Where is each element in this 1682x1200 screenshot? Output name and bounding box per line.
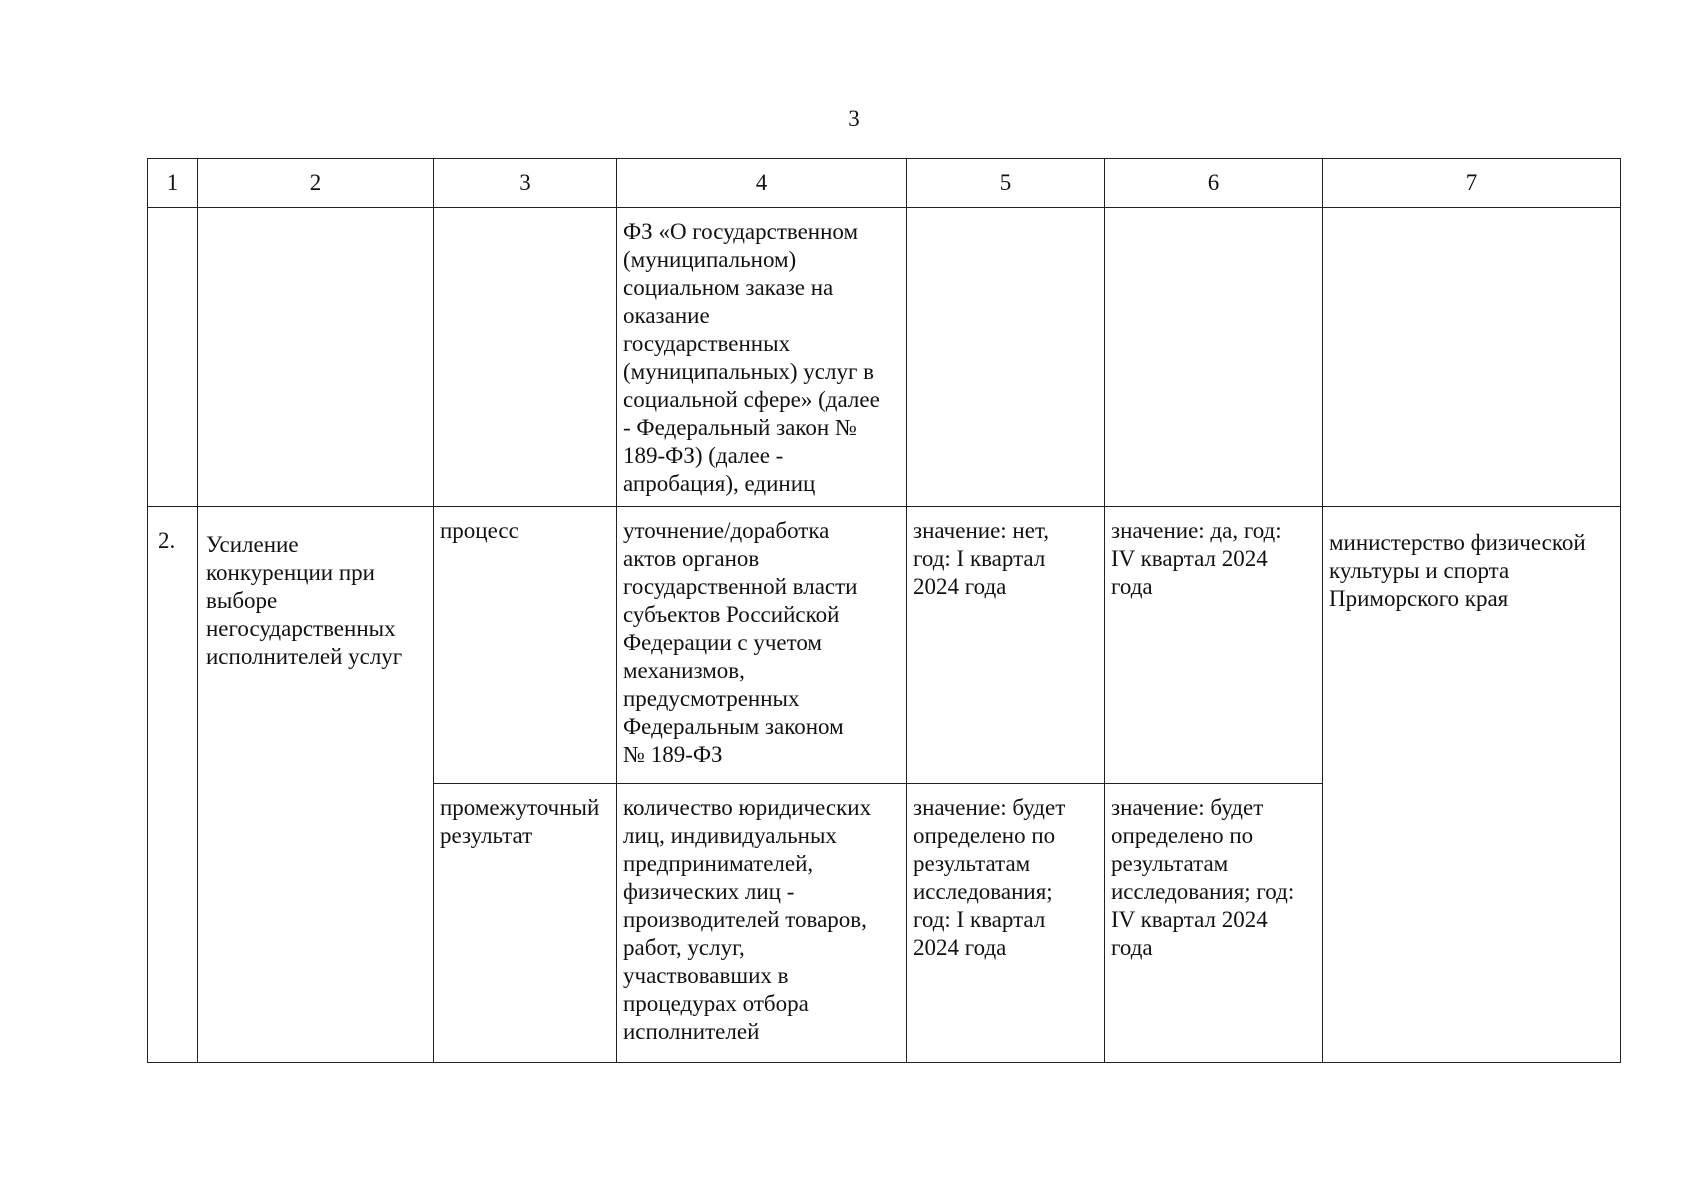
header-cell-6: 6	[1105, 159, 1323, 208]
text-line: Приморского края	[1329, 586, 1509, 611]
target-cell	[1105, 784, 1323, 1063]
header-cell-1: 1	[148, 159, 198, 208]
text-line: (муниципальном)	[623, 247, 797, 272]
text-line: выборе	[206, 588, 278, 613]
text-line: года	[1111, 574, 1153, 599]
text-line: - Федеральный закон №	[623, 415, 857, 440]
text-line: ФЗ «О государственном	[623, 219, 859, 244]
text-line: процесс	[440, 518, 519, 543]
text-line: участвовавших в	[623, 963, 789, 988]
text-line: производителей товаров,	[623, 907, 867, 932]
text-line: исследования; год:	[1111, 879, 1295, 904]
text-line: значение: да, год:	[1111, 518, 1282, 543]
text-line: результатам	[1111, 851, 1229, 876]
responsible-cell	[1323, 507, 1621, 1063]
page-number: 3	[848, 106, 860, 131]
cont-cell-6	[1105, 208, 1323, 507]
header-row	[148, 159, 1621, 208]
indicator-cell	[617, 507, 907, 784]
cont-cell-5	[907, 208, 1105, 507]
text-line: предпринимателей,	[623, 851, 814, 876]
measures-table	[147, 158, 1621, 1063]
text-line: 2024 года	[913, 574, 1007, 599]
text-line: работ, услуг,	[623, 935, 745, 960]
text-line: лиц, индивидуальных	[623, 823, 837, 848]
header-cell-4: 4	[617, 159, 907, 208]
text-line: культуры и спорта	[1329, 558, 1510, 583]
text-line: определено по	[913, 823, 1056, 848]
indicator-type-cell	[434, 507, 617, 784]
text-line: значение: будет	[913, 795, 1066, 820]
row-2-process	[148, 507, 1621, 784]
cont-cell-7	[1323, 208, 1621, 507]
text-line: исполнителей услуг	[206, 644, 403, 669]
text-line: министерство физической	[1329, 530, 1586, 555]
text-line: апробация), единиц	[623, 471, 816, 496]
text-line: социальном заказе на	[623, 275, 834, 300]
text-line: Федерации с учетом	[623, 630, 822, 655]
text-line: механизмов,	[623, 658, 745, 683]
baseline-cell	[907, 784, 1105, 1063]
header-cell-2: 2	[198, 159, 434, 208]
text-line: значение: будет	[1111, 795, 1264, 820]
text-line: исследования;	[913, 879, 1053, 904]
text-line: результат	[440, 823, 533, 848]
text-line: Федеральным законом	[623, 714, 844, 739]
text-line: уточнение/доработка	[623, 518, 830, 543]
text-line: исполнителей	[623, 1019, 760, 1044]
continuation-row	[148, 208, 1621, 507]
target-cell	[1105, 507, 1323, 784]
text-line: предусмотренных	[623, 686, 800, 711]
text-line: года	[1111, 935, 1153, 960]
text-line: государственных	[623, 331, 791, 356]
text-line: определено по	[1111, 823, 1254, 848]
text-line: негосударственных	[206, 616, 396, 641]
text-line: конкуренции при	[206, 560, 375, 585]
text-line: (муниципальных) услуг в	[623, 359, 875, 384]
text-line: результатам	[913, 851, 1031, 876]
text-line: № 189-ФЗ	[623, 742, 723, 767]
text-line: год: I квартал	[913, 907, 1046, 932]
text-line: социальной сфере» (далее	[623, 387, 880, 412]
text-line: промежуточный	[440, 795, 600, 820]
cont-cell-3	[434, 208, 617, 507]
text-line: оказание	[623, 303, 710, 328]
text-line: Усиление	[206, 532, 299, 557]
text-line: значение: нет,	[913, 518, 1050, 543]
cont-indicator-cell	[617, 208, 907, 507]
indicator-type-cell	[434, 784, 617, 1063]
indicator-cell	[617, 784, 907, 1063]
text-line: физических лиц -	[623, 879, 795, 904]
header-cell-5: 5	[907, 159, 1105, 208]
cont-cell-1	[148, 208, 198, 507]
header-cell-3: 3	[434, 159, 617, 208]
text-line: IV квартал 2024	[1111, 907, 1268, 932]
text-line: IV квартал 2024	[1111, 546, 1268, 571]
text-line: год: I квартал	[913, 546, 1046, 571]
row-number: 2.	[148, 507, 198, 1063]
cont-cell-2	[198, 208, 434, 507]
text-line: 2024 года	[913, 935, 1007, 960]
text-line: процедурах отбора	[623, 991, 809, 1016]
baseline-cell	[907, 507, 1105, 784]
text-line: актов органов	[623, 546, 760, 571]
text-line: количество юридических	[623, 795, 872, 820]
text-line: государственной власти	[623, 574, 858, 599]
text-line: субъектов Российской	[623, 602, 840, 627]
text-line: 189-ФЗ) (далее -	[623, 443, 784, 468]
action-cell	[198, 507, 434, 1063]
header-cell-7: 7	[1323, 159, 1621, 208]
